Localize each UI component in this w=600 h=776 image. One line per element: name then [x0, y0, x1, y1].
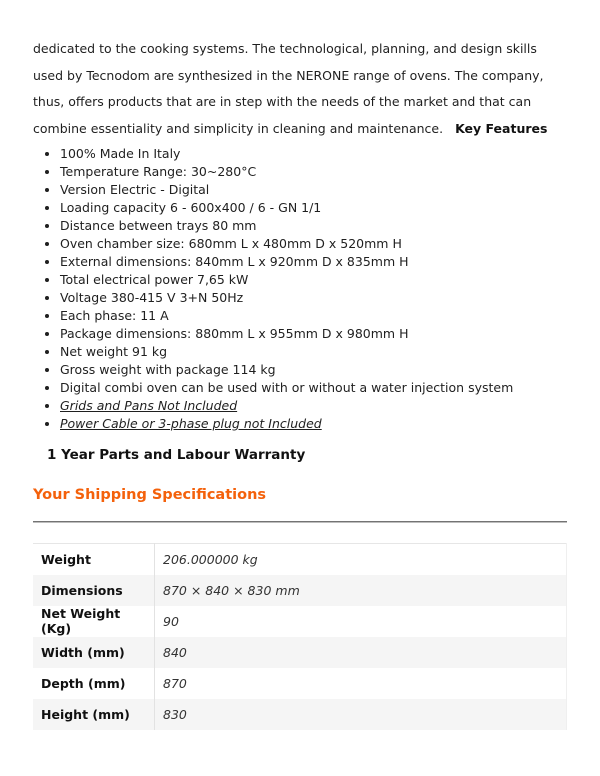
shipping-specifications-heading: Your Shipping Specifications	[33, 487, 267, 503]
feature-item: • External dimensions: 840mm L x 920mm D x 835mm H	[60, 253, 567, 271]
spec-row	[33, 699, 567, 730]
feature-item: • Distance between trays 80 mm	[60, 217, 567, 235]
warranty-note: 1 Year Parts and Labour Warranty	[47, 447, 306, 463]
spec-label: Net Weight (Kg)	[33, 606, 155, 637]
spec-row	[33, 544, 567, 575]
feature-item: • Loading capacity 6 - 600x400 / 6 - GN 1/1	[60, 199, 567, 217]
spec-value: 90	[163, 613, 179, 629]
spec-row	[33, 575, 567, 606]
spec-label: Height (mm)	[33, 699, 155, 730]
feature-item-excluded: • Grids and Pans Not Included	[60, 397, 567, 415]
feature-item: • Voltage 380-415 V 3+N 50Hz	[60, 289, 567, 307]
feature-item: • Version Electric - Digital	[60, 181, 567, 199]
spec-label: Dimensions	[33, 575, 155, 606]
key-features-list	[33, 145, 567, 433]
feature-item: • Package dimensions: 880mm L x 955mm D x 980mm H	[60, 325, 567, 343]
spec-value: 870	[163, 675, 187, 691]
feature-item: • Total electrical power 7,65 kW	[60, 271, 567, 289]
description-text: dedicated to the cooking systems. The technological, planning, and design skills used by Tecnodom are synthesized in the NERONE range of ovens. The company, thus, offers products that are in step with the needs of the market and that can combine essentiality and simplicity in cleaning and maintenance.	[33, 41, 544, 136]
spec-label: Depth (mm)	[33, 668, 155, 699]
feature-item: • Digital combi oven can be used with or without a water injection system	[60, 379, 567, 397]
feature-item: • Gross weight with package 114 kg	[60, 361, 567, 379]
spec-value: 206.000000 kg	[163, 551, 258, 567]
spec-label: Width (mm)	[33, 637, 155, 668]
product-description-paragraph	[33, 36, 567, 142]
feature-item: • Net weight 91 kg	[60, 343, 567, 361]
feature-item: • Oven chamber size: 680mm L x 480mm D x 520mm H	[60, 235, 567, 253]
spec-label: Weight	[33, 544, 155, 575]
feature-item: • 100% Made In Italy	[60, 145, 567, 163]
feature-item: • Each phase: 11 A	[60, 307, 567, 325]
spec-row	[33, 606, 567, 637]
feature-item: • Temperature Range: 30~280°C	[60, 163, 567, 181]
spec-value: 840	[163, 644, 187, 660]
shipping-spec-table	[33, 543, 567, 730]
feature-item-excluded: • Power Cable or 3-phase plug not Included	[60, 415, 567, 433]
spec-value: 870 × 840 × 830 mm	[163, 582, 300, 598]
key-features-heading: Key Features	[455, 120, 548, 136]
divider	[33, 521, 567, 523]
spec-row	[33, 668, 567, 699]
spec-row	[33, 637, 567, 668]
spec-value: 830	[163, 706, 187, 722]
